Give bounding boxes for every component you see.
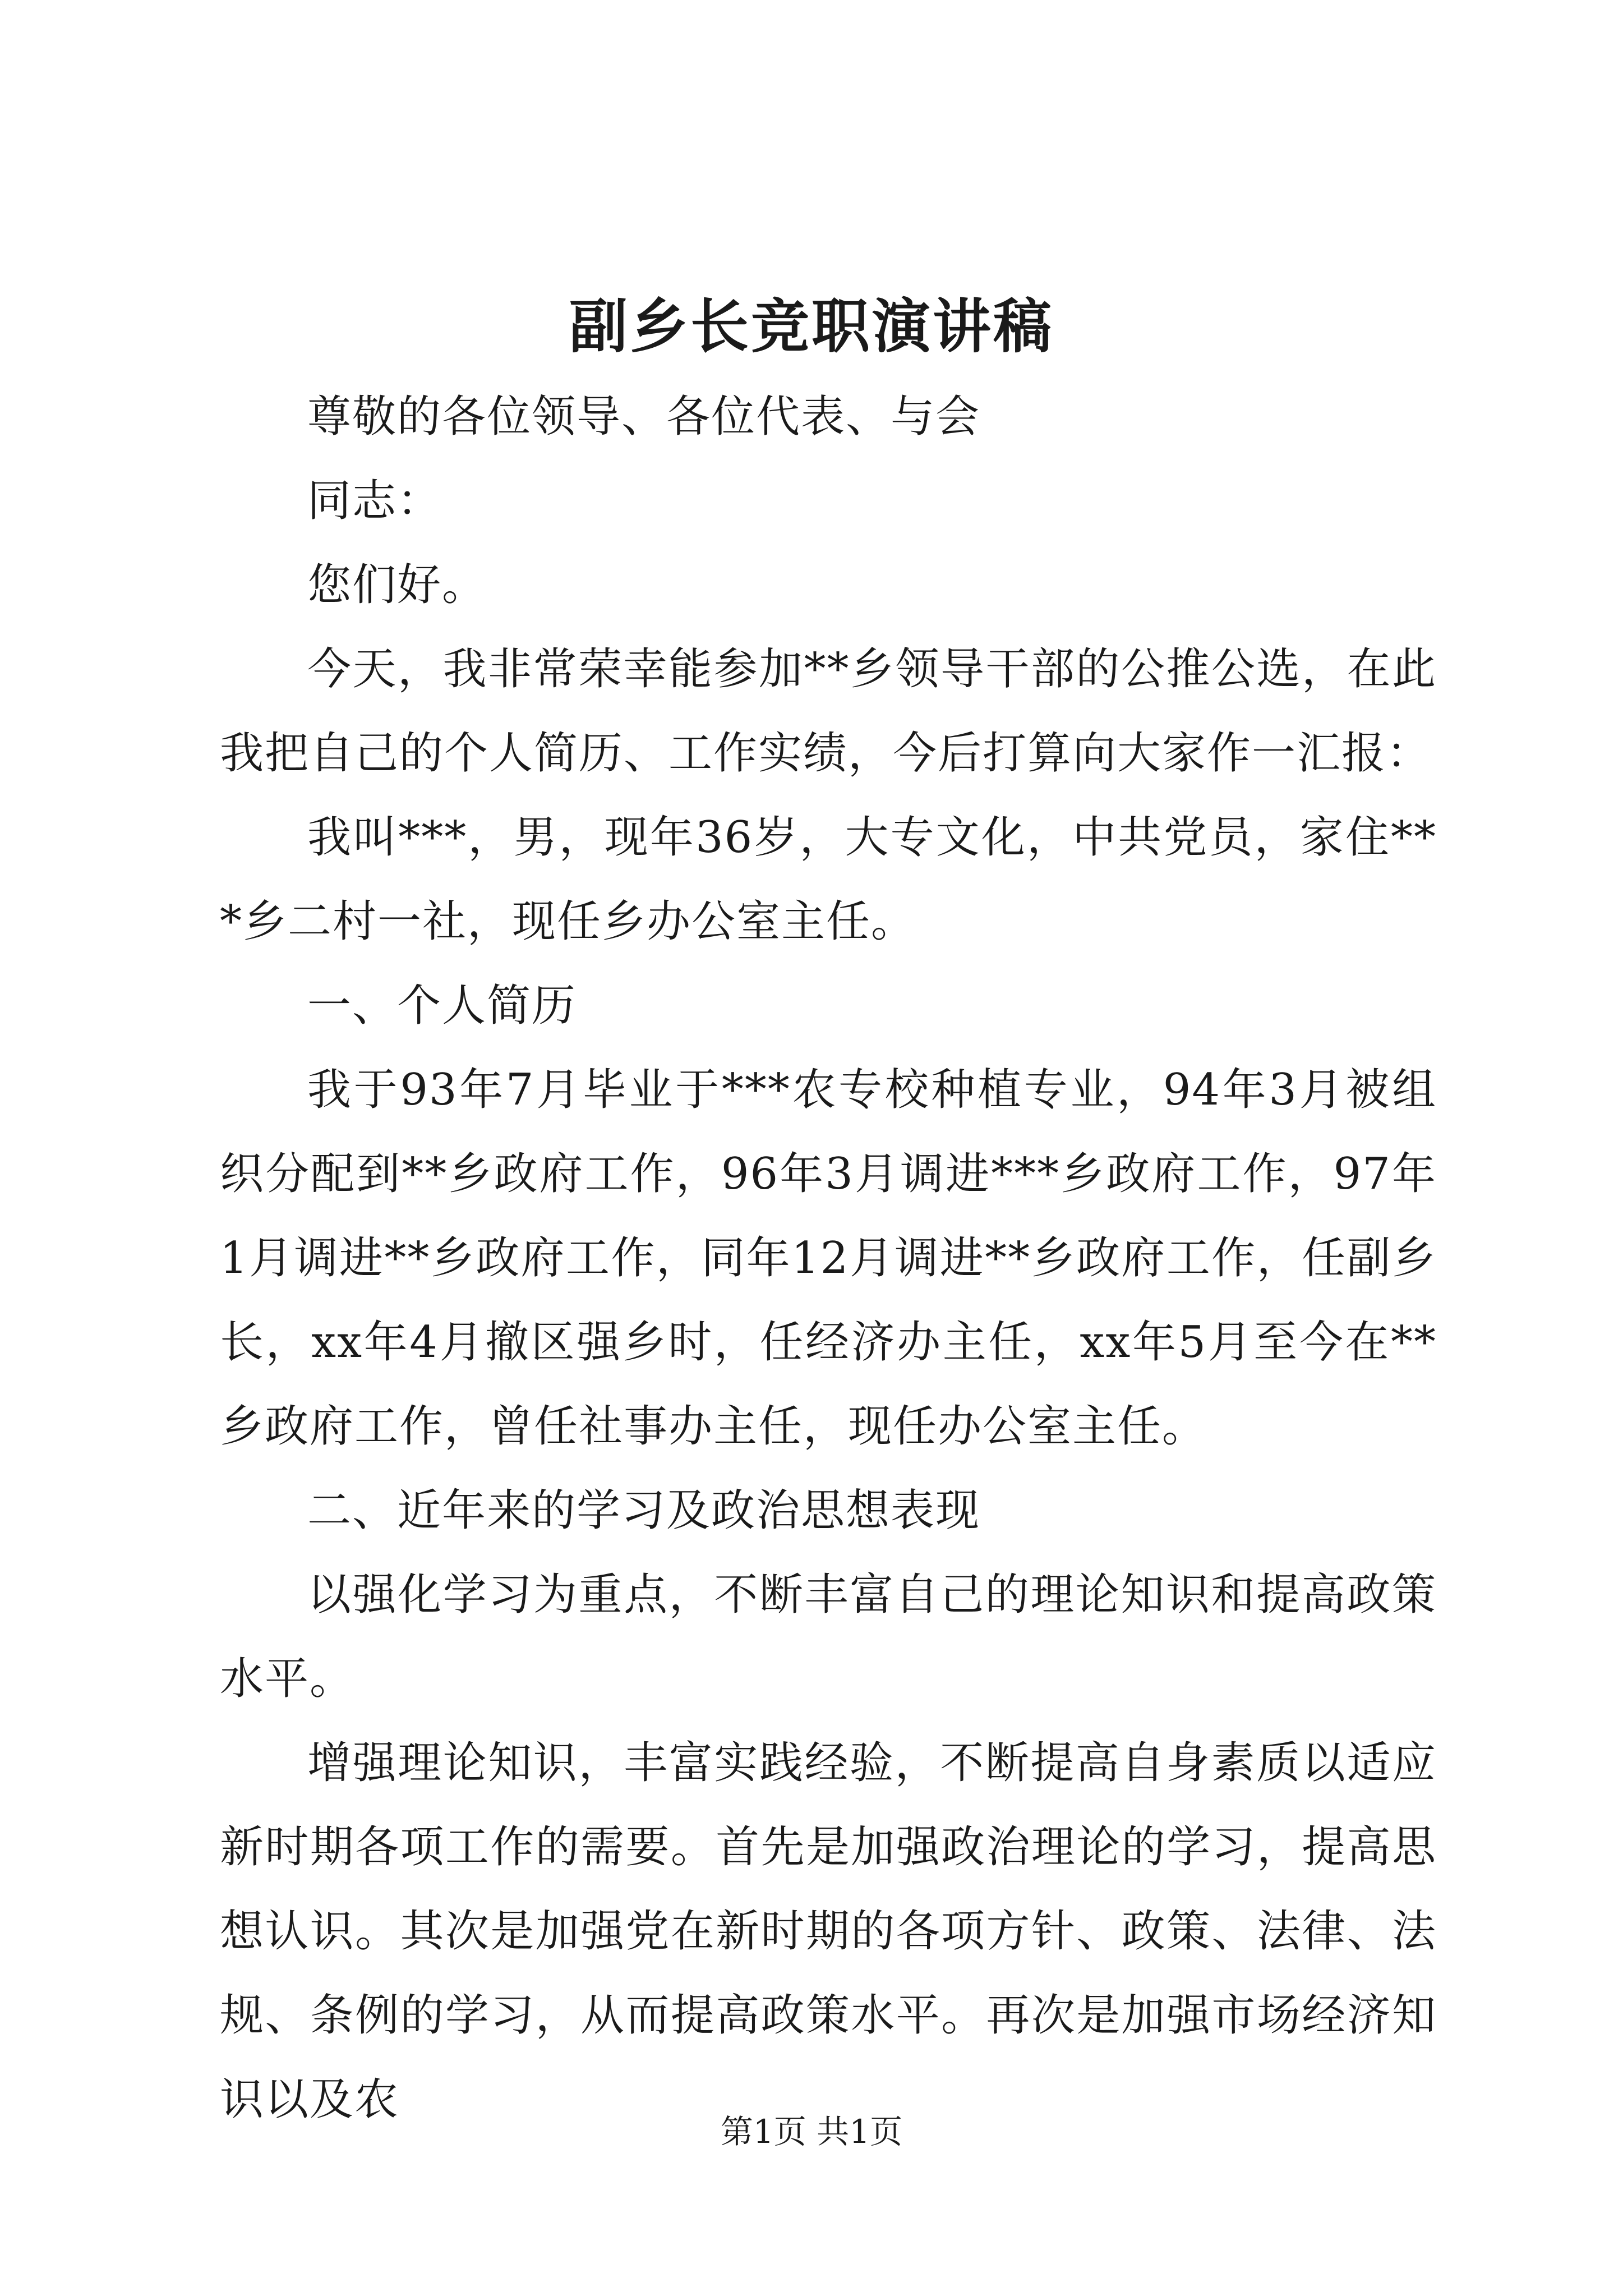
- paragraph-study-focus: 以强化学习为重点，不断丰富自己的理论知识和提高政策水平。: [220, 1570, 1437, 1704]
- paragraph-study-detail: 增强理论知识，丰富实践经验，不断提高自身素质以适应新时期各项工作的需要。首先是加强政治理论的学习，提高思想认识。其次是加强党在新时期的各项方针、政策、法律、法规、条例的学习，从而提高政策水平。再次是加强市场经济知识以及农: [220, 1738, 1437, 2125]
- page-footer: 第1页 共1页: [720, 2113, 903, 2151]
- paragraph-salutation: 尊敬的各位领导、各位代表、与会: [307, 392, 981, 442]
- paragraph-greeting: 您们好。: [307, 560, 487, 610]
- section-heading-study: 二、近年来的学习及政治思想表现: [307, 1485, 981, 1536]
- paragraph-intro: 今天，我非常荣幸能参加**乡领导干部的公推公选，在此我把自己的个人简历、工作实绩，今后打算向大家作一汇报：: [220, 644, 1437, 779]
- document-title: 副乡长竞职演讲稿: [569, 292, 1054, 361]
- paragraph-salutation-cont: 同志：: [307, 476, 442, 526]
- section-heading-resume: 一、个人简历: [307, 981, 577, 1031]
- document-body: [220, 375, 1437, 2142]
- paragraph-self-introduction: 我叫***，男，现年36岁，大专文化，中共党员，家住***乡二村一社，现任乡办公室主任。: [220, 812, 1437, 947]
- paragraph-resume: 我于93年7月毕业于***农专校种植专业，94年3月被组织分配到**乡政府工作，96年3月调进***乡政府工作，97年1月调进**乡政府工作，同年12月调进**乡政府工作，任副乡长，xx年4月撤区强乡时，任经济办主任，xx年5月至今在**乡政府工作，曾任社事办主任，现任办公室主任。: [220, 1065, 1437, 1452]
